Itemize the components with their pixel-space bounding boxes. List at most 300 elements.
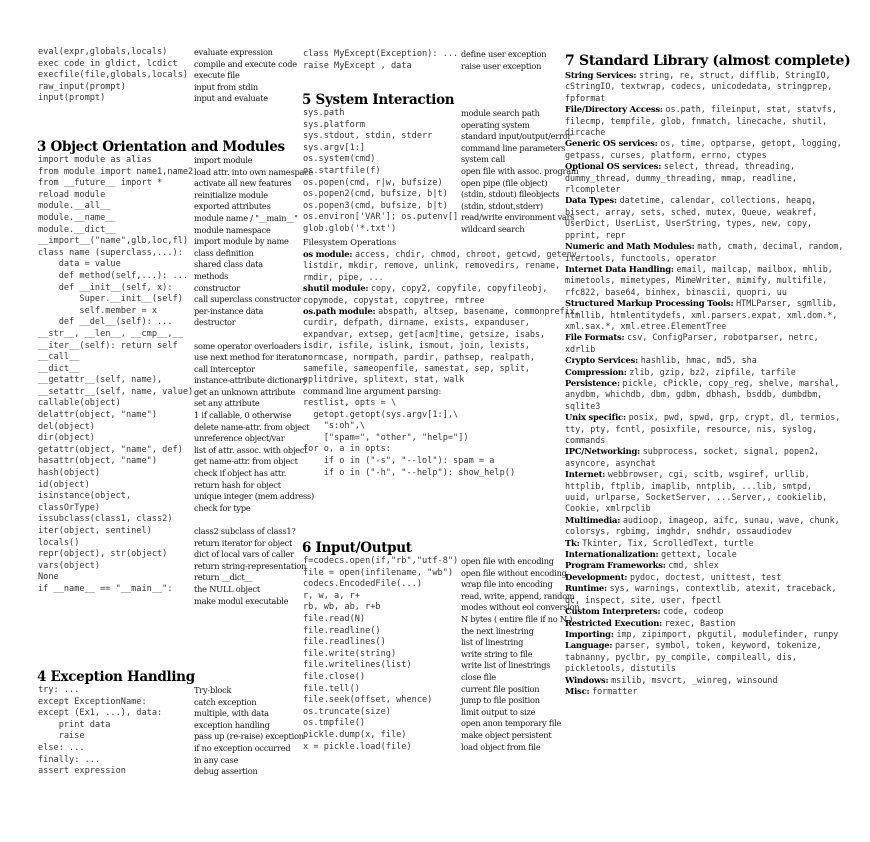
category-label: Internet: [565, 469, 608, 480]
text-line: shared class data [194, 259, 263, 270]
text-line: compile and execute code [194, 58, 297, 69]
text-line: x = pickle.load(file) [303, 741, 412, 752]
text-line: close file [461, 671, 496, 682]
text-line: per-instance data [194, 305, 264, 316]
text-line: os.truncate(size) [303, 706, 391, 717]
text-line: pass up (re-raise) exception [194, 731, 304, 742]
text-line: else: ... [38, 742, 85, 753]
text-line: file.readlines() [303, 637, 386, 648]
text-line: wildcard search [461, 223, 525, 234]
module-list: samefile, sameopenfile, samestat, sep, split, [303, 363, 530, 374]
library-line [565, 298, 865, 309]
category-label: Runtime: [565, 583, 610, 594]
text-line: call superclass constructor [194, 294, 301, 305]
library-line [565, 161, 865, 172]
module-list: imp, zipimport, pkgutil, modulefinder, runpy [616, 628, 839, 639]
section-3-code [38, 155, 193, 596]
text-line: check if object has attr. [194, 468, 287, 479]
text-line: system call [461, 154, 506, 165]
text-line: module.__dict__ [38, 224, 116, 235]
library-line [565, 195, 865, 206]
text-line: unreference object/var [194, 433, 285, 444]
library-line [565, 492, 865, 503]
module-list: hashlib, hmac, md5, sha [640, 355, 757, 366]
module-list: uuid, urlparse, SocketServer, ...Server,, cookielib, [565, 492, 828, 503]
text-line: return __dict__ [194, 572, 253, 583]
module-list: Cookie, xmlrpclib [565, 503, 651, 514]
section-6-code [303, 556, 458, 753]
text-line: sys.platform [303, 119, 366, 130]
text-line: get name-attr. from object [194, 456, 298, 467]
library-line [565, 218, 865, 229]
module-list: listdir, mkdir, remove, unlink, removedirs, rename, [303, 260, 561, 271]
module-list: pickle, cPickle, copy_reg, shelve, marshal, [622, 377, 840, 388]
text-line: execute file [194, 70, 240, 81]
library-line [565, 583, 865, 594]
col2-top-code [303, 49, 458, 72]
library-line [565, 663, 865, 674]
text-line: for o, a in opts: [303, 444, 391, 455]
text-line: callable(object) [38, 398, 121, 409]
module-list: code, codeop [663, 606, 724, 617]
library-line [565, 595, 865, 606]
library-line [565, 618, 865, 629]
library-line [303, 272, 565, 283]
library-line [303, 329, 565, 340]
module-list: commands [565, 435, 606, 445]
text-line: delete name-attr. from object [194, 421, 310, 432]
module-list: filecmp, tempfile, glob, fnmatch, linecache, shutil, [565, 115, 828, 126]
category-label: Multimedia: [565, 514, 623, 525]
text-line: module.__name__ [38, 212, 116, 223]
text-line: some operator overloaders [194, 340, 301, 351]
module-list: datetime, calendar, collections, heapq, [619, 195, 817, 206]
text-line: list of attr. assoc. with object [194, 444, 308, 455]
text-line: codecs.EncodedFile(...) [303, 579, 422, 590]
category-label: Misc: [565, 685, 593, 696]
text-line: file.tell() [303, 683, 360, 694]
text-line: define user exception [461, 49, 547, 59]
category-label: Internationalization: [565, 549, 662, 560]
text-line: operating system [461, 119, 530, 130]
text-line: from __future__ import * [38, 178, 163, 189]
section-5-desc [461, 108, 579, 236]
text-line: instance-attribute dictionary [194, 375, 308, 386]
text-line: sys.path [303, 108, 345, 118]
text-line: repr(object), str(object) [38, 549, 168, 560]
module-list: itertools, functools, operator [565, 252, 717, 263]
module-list: abspath, altsep, basename, commonprefix, [378, 306, 580, 317]
module-list: htmllib, htmlentitydefs, xml.parsers.expat, xml.dom.*, [565, 309, 838, 320]
module-list: UserDict, UserList, UserString, types, new, copy, [565, 218, 813, 229]
library-line [565, 401, 865, 412]
library-line [565, 241, 865, 252]
module-list: getpass, curses, platform, errno, ctypes [565, 149, 767, 160]
text-line: os.environ['VAR']; os.putenv[] [303, 212, 459, 223]
module-list: dummy_thread, dummy_threading, mmap, readline, [565, 172, 797, 183]
section-3-title: 3 Object Orientation and Modules [37, 139, 285, 155]
text-line: f=codecs.open(if,"rb","utf-8") [303, 556, 459, 566]
text-line: import module as alias [38, 155, 152, 165]
text-line [194, 329, 314, 341]
library-line [303, 295, 565, 306]
text-line: input from stdin [194, 81, 258, 92]
text-line: if no exception occurred [194, 742, 291, 753]
text-line: file.close() [303, 671, 366, 682]
text-line: execfile(file,globals,locals) [38, 70, 189, 81]
module-list: copymode, copystat, copytree, rmtree [303, 294, 485, 305]
text-line: sys.stdout, stdin, stderr [303, 131, 433, 142]
module-list: webbrowser, cgi, scitb, wsgiref, urllib, [607, 469, 810, 480]
text-line: issubclass(class1, class2) [38, 514, 173, 525]
text-line: def method(self,...): ... [38, 270, 189, 281]
section-5-code [303, 108, 458, 236]
text-line: modes without eol conversion [461, 602, 580, 613]
text-line: command line parameters [461, 142, 566, 153]
text-line: __str__, __len__, __cmp__,__ [38, 328, 183, 339]
text-line: delattr(object, "name") [38, 410, 157, 421]
text-line: standard input/output/error [461, 131, 572, 142]
library-line [565, 184, 865, 195]
module-list: cmd, shlex [668, 560, 719, 571]
library-line [565, 458, 865, 469]
section-6-title: 6 Input/Output [302, 540, 412, 556]
text-line: Super.__init__(self) [38, 294, 183, 305]
text-line: open file with assoc. program [461, 165, 579, 176]
text-line: try: ... [38, 685, 80, 695]
module-list: curdir, defpath, dirname, exists, expanduser, [303, 317, 530, 328]
stdlib-lines [565, 70, 865, 697]
text-line: eval(expr,globals,locals) [38, 47, 168, 57]
text-line: os.popen(cmd, r|w, bufsize) [303, 177, 443, 188]
text-line: current file position [461, 683, 540, 694]
category-label: Compression: [565, 366, 630, 377]
text-line: restlist, opts = \ [303, 398, 397, 408]
cmdline-label: command line argument parsing: [303, 386, 442, 396]
top-code [38, 47, 188, 105]
module-list: qc, inspect, site, user, fpectl [565, 594, 722, 605]
text-line: make object persistent [461, 729, 552, 740]
category-label: Data Types: [565, 195, 620, 206]
library-line [565, 150, 865, 161]
text-line: __call__ [38, 352, 80, 363]
module-list: tabnanny, pyclbr, py_compile, compileall, dis, [565, 651, 797, 662]
module-list: os.path, fileinput, stat, statvfs, [665, 104, 837, 115]
module-list: math, cmath, decimal, random, [697, 241, 844, 252]
text-line: hash(object) [38, 468, 101, 479]
module-list: string, re, struct, difflib, StringIO, [638, 70, 831, 80]
text-line: r, w, a, r+ [303, 590, 360, 601]
text-line: multiple, with data [194, 708, 269, 719]
library-line [303, 317, 565, 328]
text-line: classOrType) [38, 502, 101, 513]
module-list: email, mailcap, mailbox, mhlib, [676, 263, 833, 274]
category-label: os module: [303, 249, 355, 259]
text-line: (stdin, stdout) fileobjects [461, 189, 560, 200]
text-line: __setattr__(self, name, value) [38, 386, 194, 397]
text-line: wrap file into encoding [461, 579, 553, 590]
module-list: rfc822, base64, binhex, binascii, quopri, uu [565, 286, 787, 297]
text-line: iter(object, sentinel) [38, 526, 152, 536]
library-line [565, 207, 865, 218]
text-line: limit output to size [461, 706, 536, 717]
cmdline-code [303, 398, 515, 479]
library-line [303, 306, 580, 317]
text-line: finally: ... [38, 754, 101, 765]
text-line: os.startfile(f) [303, 165, 381, 176]
text-line: methods [194, 270, 229, 281]
text-line: data = value [38, 259, 121, 270]
text-line: return hash for object [194, 479, 281, 490]
text-line: unique integer (mem address) [194, 491, 315, 502]
library-line [565, 629, 865, 640]
category-label: Restricted Execution: [565, 617, 665, 628]
text-line: except ExceptionName: [38, 696, 147, 707]
text-line: "s:oh",\ [303, 421, 366, 432]
text-line: assert expression [38, 766, 126, 777]
text-line: file.writelines(list) [303, 660, 412, 671]
module-list: copy, copy2, copyfile, copyfileobj, [370, 283, 548, 294]
text-line: check for type [194, 502, 251, 513]
library-line [565, 127, 865, 138]
text-line: set any attribute [194, 398, 260, 409]
library-line [565, 70, 865, 81]
text-line: make modul executable [194, 595, 289, 606]
library-line [303, 249, 582, 260]
module-list: xdrlib [565, 343, 596, 354]
library-line [565, 675, 865, 686]
library-line [565, 104, 865, 115]
module-list: select, thread, threading, [663, 161, 796, 172]
text-line: N bytes ( entire file if no N ) [461, 613, 573, 624]
library-line [565, 549, 865, 560]
library-line [565, 538, 865, 549]
text-line: os.tmpfile() [303, 718, 366, 729]
module-list: Tkinter, Tix, ScrolledText, turtle [582, 537, 754, 548]
text-line: if __name__ == "__main__": [38, 583, 173, 594]
library-line [303, 260, 565, 271]
text-line: file = open(infilename, "wb") [303, 567, 454, 578]
top-desc [194, 47, 297, 105]
category-label: Unix specific: [565, 412, 629, 423]
text-line: call interceptor [194, 363, 255, 374]
text-line: catch exception [194, 696, 257, 707]
library-line [565, 321, 865, 332]
text-line: open file with encoding [461, 556, 554, 566]
text-line: use next method for iterator [194, 352, 307, 363]
library-line [565, 378, 865, 389]
library-line [303, 283, 565, 294]
library-line [565, 310, 865, 321]
text-line: input(prompt) [38, 93, 106, 104]
library-line [565, 116, 865, 127]
library-line [565, 526, 865, 537]
section-3-desc [194, 155, 314, 607]
library-line [565, 481, 865, 492]
text-line: read/write environment vars [461, 212, 575, 223]
text-line: __import__("name",glb,loc,fl) [38, 236, 189, 247]
text-line: __iter__(self): return self [38, 340, 178, 351]
text-line: file.read(N) [303, 613, 366, 624]
text-line: (stdin, stdout,stderr) [461, 200, 544, 211]
text-line: os.system(cmd) [303, 154, 376, 165]
text-line: input and evaluate [194, 93, 268, 104]
library-line [565, 412, 865, 423]
module-list: formatter [592, 685, 638, 696]
section-5-title: 5 System Interaction [302, 92, 455, 108]
library-line [565, 389, 865, 400]
module-list: zlib, gzip, bz2, zipfile, tarfile [629, 366, 796, 377]
module-list: xml.sax.*, xml.etree.ElementTree [565, 320, 727, 331]
filesystem-label: Filesystem Operations [303, 237, 397, 247]
library-line [565, 81, 865, 92]
module-list: tty, pty, fcntl, posixfile, resource, nis, syslog, [565, 423, 818, 434]
module-list: rmdir, pipe, ... [303, 271, 384, 282]
text-line: load object from file [461, 741, 541, 752]
text-line: reload module [38, 189, 106, 200]
text-line: reinitialize module [194, 189, 268, 200]
text-line: if o in ("-h", "--help"): show_help() [303, 467, 516, 478]
module-list: access, chdir, chmod, chroot, getcwd, getenv, [354, 249, 582, 259]
module-list: sqlite3 [565, 400, 601, 411]
text-line: write list of linestrings [461, 660, 551, 671]
library-line [565, 435, 865, 446]
text-line: glob.glob('*.txt') [303, 223, 397, 234]
text-line: hasattr(object, "name") [38, 456, 157, 467]
module-list: sys, warnings, contextlib, atexit, traceback, [609, 583, 837, 594]
col2-top-desc [461, 49, 546, 72]
text-line: exec code in gldict, lcdict [38, 58, 178, 69]
module-list: pprint, repr [565, 229, 626, 240]
text-line [194, 514, 314, 526]
text-line: None [38, 572, 59, 583]
section-6-desc [461, 556, 579, 753]
library-line [565, 253, 865, 264]
text-line: raise [38, 731, 85, 742]
library-line [565, 93, 865, 104]
text-line: module.__all__ [38, 201, 111, 212]
section-4-desc [194, 685, 304, 778]
section-7-title: 7 Standard Library (almost complete) [565, 53, 851, 69]
category-label: File Formats: [565, 332, 628, 343]
text-line: del(object) [38, 421, 95, 432]
text-line: Try-block [194, 685, 232, 695]
module-list: isdir, isfile, islink, ismout, join, lexists, [303, 340, 530, 351]
library-line [565, 652, 865, 663]
text-line: print data [38, 719, 111, 730]
category-label: Numeric and Math Modules: [565, 241, 698, 252]
module-list: rlcompleter [565, 184, 621, 195]
text-line: the next linestring [461, 625, 534, 636]
category-label: String Services: [565, 70, 639, 80]
text-line: ["spam=", "other", "help="]) [303, 432, 469, 443]
category-label: Tk: [565, 537, 583, 548]
text-line: os.popen3(cmd, bufsize, b|t) [303, 200, 448, 211]
text-line: open pipe (file object) [461, 177, 548, 188]
library-line [565, 138, 865, 149]
text-line: class2 subclass of class1? [194, 526, 296, 536]
text-line: return iterator for object [194, 537, 293, 548]
module-list: asyncore, asynchat [565, 457, 656, 468]
library-line [565, 332, 865, 343]
category-label: Windows: [565, 674, 612, 685]
library-line [565, 264, 865, 275]
text-line: activate all new features [194, 178, 292, 189]
library-line [565, 686, 865, 697]
text-line: module search path [461, 108, 540, 118]
category-label: Crypto Services: [565, 355, 641, 366]
text-line: raise MyExcept , data [303, 60, 412, 71]
module-list: subprocess, socket, signal, popen2, [642, 446, 820, 457]
category-label: IPC/Networking: [565, 446, 643, 457]
text-line: file.seek(offset, whence) [303, 695, 433, 706]
category-label: Internet Data Handling: [565, 263, 677, 274]
library-line [565, 275, 865, 286]
category-label: Optional OS services: [565, 161, 664, 172]
module-list: csv, ConfigParser, robotparser, netrc, [627, 332, 819, 343]
text-line: return string-representation [194, 560, 307, 571]
text-line: except (Ex1, ...), data: [38, 708, 163, 719]
text-line: exported attributes [194, 201, 271, 212]
text-line: __dict__ [38, 363, 80, 374]
category-label: Persistence: [565, 377, 623, 388]
category-label: Importing: [565, 628, 617, 639]
module-list: pickletools, distutils [565, 663, 676, 674]
text-line: class name (superclass,...): [38, 247, 183, 258]
category-label: File/Directory Access: [565, 104, 666, 115]
text-line: write string to file [461, 648, 533, 659]
text-line: exception handling [194, 719, 270, 730]
library-line [565, 446, 865, 457]
library-line [565, 367, 865, 378]
text-line: from module import name1,name2 [38, 166, 194, 177]
text-line: def __del__(self): ... [38, 317, 173, 328]
category-label: Generic OS services: [565, 138, 661, 149]
text-line: raise user exception [461, 60, 542, 71]
module-list: mimetools, mimetypes, MimeWriter, mimify, multifile, [565, 275, 828, 286]
text-line: the NULL object [194, 583, 260, 594]
text-line: os.popen2(cmd, bufsize, b|t) [303, 189, 448, 200]
text-line: __getattr__(self, name), [38, 375, 163, 386]
library-line [565, 424, 865, 435]
library-line [565, 469, 865, 480]
text-line: 1 if callable, 0 otherwise [194, 410, 292, 421]
library-line [565, 344, 865, 355]
text-line: id(object) [38, 479, 90, 490]
text-line: def __init__(self, x): [38, 282, 173, 293]
category-label: Custom Interpreters: [565, 606, 664, 617]
module-list: pydoc, doctest, unittest, test [629, 571, 782, 582]
text-line: destructor [194, 317, 236, 328]
module-list: os, time, optparse, getopt, logging, [660, 138, 842, 149]
module-list: fpformat [565, 92, 606, 103]
module-list: posix, pwd, spwd, grp, crypt, dl, termios, [628, 412, 841, 423]
library-line [565, 173, 865, 184]
category-label: Program Frameworks: [565, 560, 669, 571]
category-label: Development: [565, 571, 630, 582]
category-label: Language: [565, 640, 615, 651]
text-line: list of linestring [461, 637, 524, 648]
text-line: module name / "__main__" [194, 212, 298, 223]
text-line: evaluate expression [194, 47, 273, 57]
library-line [565, 560, 865, 571]
library-line [303, 352, 565, 363]
text-line: open anon temporary file [461, 718, 562, 729]
text-line: rb, wb, ab, r+b [303, 602, 381, 613]
text-line: getattr(object, "name", def) [38, 444, 183, 455]
text-line: file.write(string) [303, 648, 397, 659]
text-line: dict of local vars of caller [194, 549, 294, 560]
